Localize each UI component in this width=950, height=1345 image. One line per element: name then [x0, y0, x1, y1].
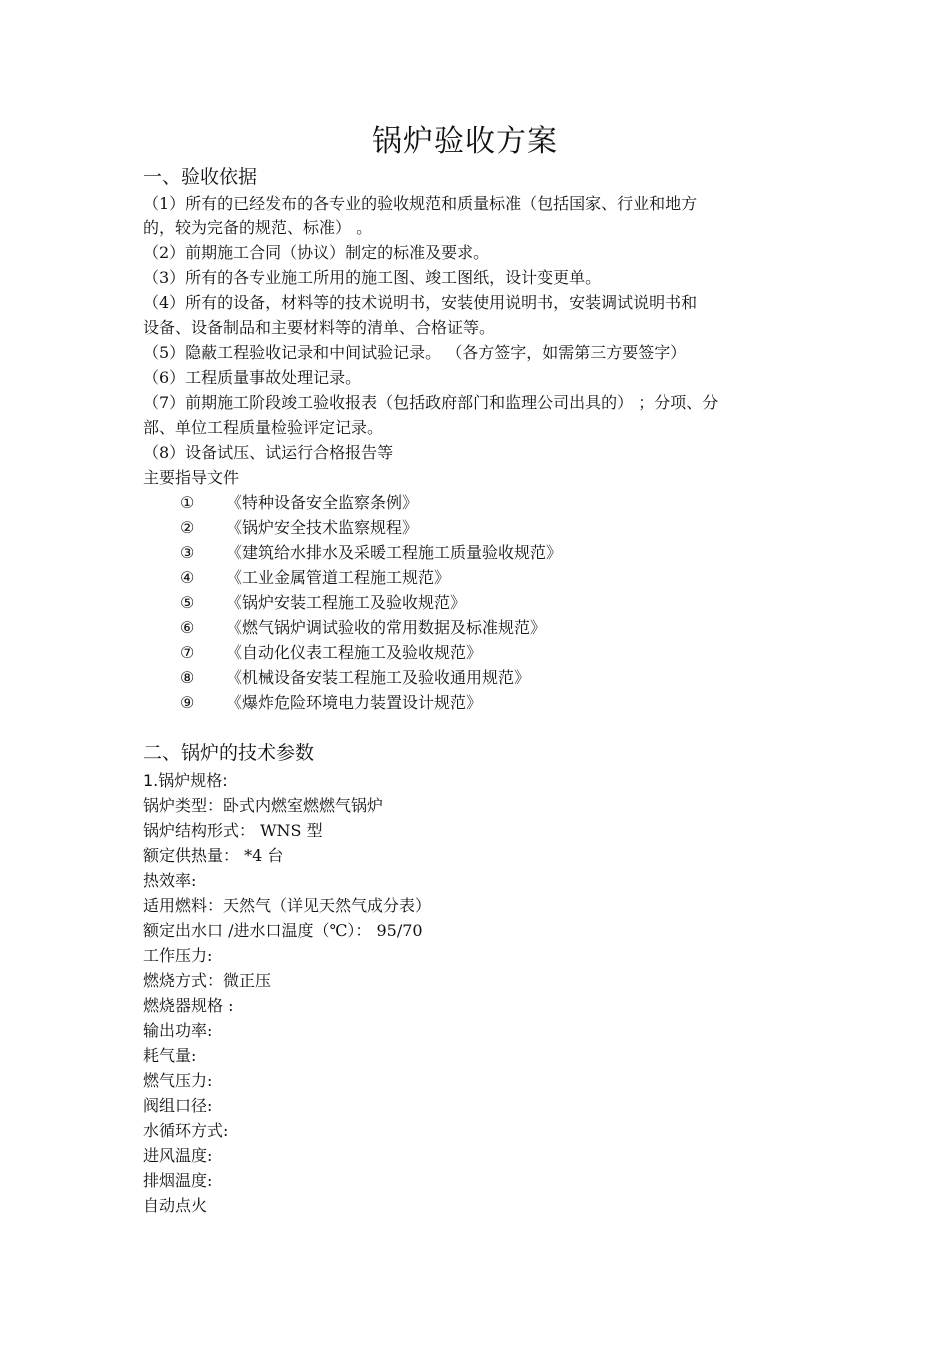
reference-title: 《锅炉安装工程施工及验收规范》 [226, 593, 467, 612]
paragraph-line: （1）所有的已经发布的各专业的验收规范和质量标准（包括国家、行业和地方 [143, 194, 698, 213]
parameter-line: 1.锅炉规格: [143, 771, 228, 790]
parameter-line: 阀组口径: [143, 1096, 213, 1115]
reference-item [180, 641, 482, 665]
reference-item [180, 491, 418, 515]
reference-item [180, 566, 450, 590]
reference-title: 《燃气锅炉调试验收的常用数据及标准规范》 [226, 618, 547, 637]
reference-item [180, 516, 418, 540]
parameter-line: 燃气压力: [143, 1071, 213, 1090]
paragraph-line: （2）前期施工合同（协议）制定的标准及要求。 [143, 243, 490, 262]
parameter-line: 耗气量: [143, 1046, 197, 1065]
reference-number: ⑥ [180, 618, 195, 637]
parameter-line: 自动点火 [143, 1196, 208, 1215]
parameter-line: 工作压力: [143, 946, 213, 965]
reference-item [180, 666, 530, 690]
paragraph-line: 部、单位工程质量检验评定记录。 [143, 418, 384, 437]
parameter-line: 额定供热量： *4 台 [143, 846, 284, 865]
reference-number: ⑦ [180, 643, 195, 662]
parameter-line: 适用燃料：天然气（详见天然气成分表） [143, 896, 432, 915]
reference-title: 《建筑给水排水及采暖工程施工质量验收规范》 [226, 543, 563, 562]
reference-number: ② [180, 518, 195, 537]
parameter-line: 进风温度: [143, 1146, 213, 1165]
paragraph-line: （7）前期施工阶段竣工验收报表（包括政府部门和监理公司出具的） ；分项、分 [143, 393, 719, 412]
parameter-line: 额定出水口 /进水口温度（℃）： 95/70 [143, 921, 423, 940]
reference-number: ⑤ [180, 593, 195, 612]
paragraph-line: 的，较为完备的规范、标准） 。 [143, 218, 373, 237]
document-title: 锅炉验收方案 [372, 124, 558, 159]
reference-number: ③ [180, 543, 195, 562]
section-heading-acceptance-basis: 一、验收依据 [143, 166, 258, 188]
reference-item [180, 591, 466, 615]
reference-title: 《特种设备安全监察条例》 [226, 493, 419, 512]
reference-number: ⑧ [180, 668, 195, 687]
paragraph-line: 设备、设备制品和主要材料等的清单、合格证等。 [143, 318, 496, 337]
paragraph-line: （3）所有的各专业施工所用的施工图、竣工图纸，设计变更单。 [143, 268, 602, 287]
reference-title: 《锅炉安全技术监察规程》 [226, 518, 419, 537]
paragraph-line: （5）隐蔽工程验收记录和中间试验记录。 （各方签字，如需第三方要签字） [143, 343, 687, 362]
reference-number: ⑨ [180, 693, 195, 712]
reference-title: 《机械设备安装工程施工及验收通用规范》 [226, 668, 531, 687]
parameter-line: 热效率: [143, 871, 197, 890]
parameter-line: 输出功率: [143, 1021, 213, 1040]
reference-title: 《工业金属管道工程施工规范》 [226, 568, 451, 587]
parameter-line: 燃烧器规格 : [143, 996, 234, 1015]
section-heading-technical-parameters: 二、锅炉的技术参数 [143, 742, 315, 764]
paragraph-line: （6）工程质量事故处理记录。 [143, 368, 362, 387]
parameter-line: 燃烧方式：微正压 [143, 971, 272, 990]
reference-item [180, 541, 562, 565]
parameter-line: 排烟温度: [143, 1171, 213, 1190]
reference-number: ④ [180, 568, 195, 587]
parameter-line: 水循环方式: [143, 1121, 229, 1140]
paragraph-line: （8）设备试压、试运行合格报告等 [143, 443, 394, 462]
reference-title: 《爆炸危险环境电力装置设计规范》 [226, 693, 483, 712]
reference-number: ① [180, 493, 195, 512]
parameter-line: 锅炉结构形式： WNS 型 [143, 821, 323, 840]
parameter-line: 锅炉类型：卧式内燃室燃燃气锅炉 [143, 796, 384, 815]
reference-item [180, 616, 546, 640]
guidance-documents-label: 主要指导文件 [143, 468, 240, 487]
paragraph-line: （4）所有的设备，材料等的技术说明书，安装使用说明书，安装调试说明书和 [143, 293, 698, 312]
reference-item [180, 691, 482, 715]
reference-title: 《自动化仪表工程施工及验收规范》 [226, 643, 483, 662]
